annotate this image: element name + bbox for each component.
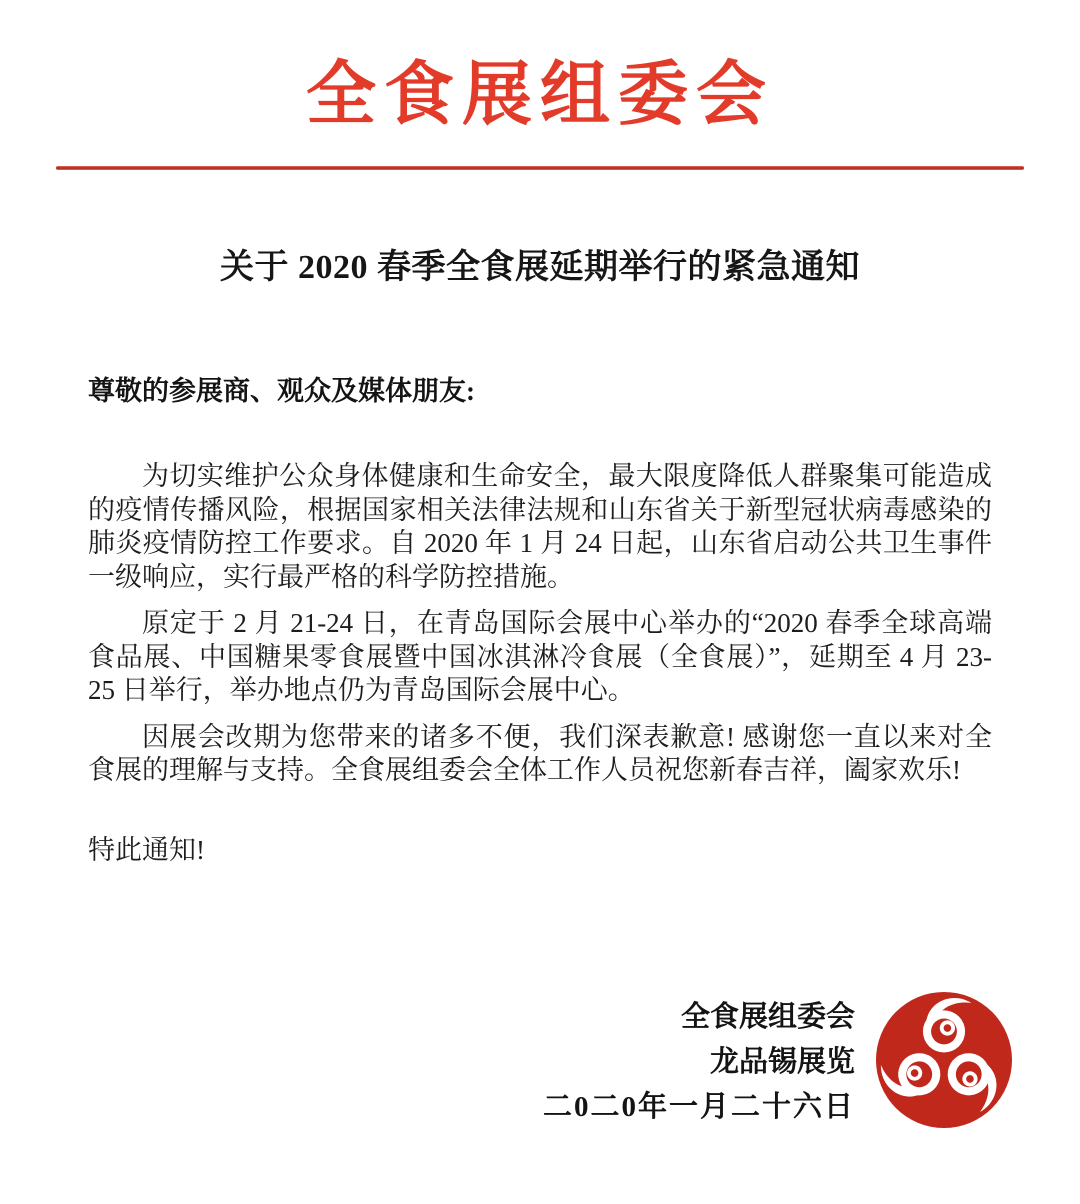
body-paragraph-2: 原定于 2 月 21-24 日，在青岛国际会展中心举办的“2020 春季全球高端食品展、中国糖果零食展暨中国冰淇淋冷食展（全食展）”，延期至 4 月 23-25 日举行，举办地点仍为青岛国际会展中心。 [88, 608, 992, 705]
signature-committee: 全食展组委会 [680, 1000, 855, 1033]
signature-company: 龙品锡展览 [709, 1045, 855, 1078]
document-title: 关于 2020 春季全食展延期举行的紧急通知 [220, 249, 860, 286]
body-paragraph-3: 因展会改期为您带来的诸多不便，我们深表歉意! 感谢您一直以来对全食展的理解与支持。全食展组委会全体工作人员祝您新春吉祥，阖家欢乐! [88, 721, 992, 785]
letterhead-title: 全食展组委会 [306, 57, 774, 134]
letterhead-divider [56, 166, 1024, 170]
document-body [88, 374, 992, 867]
signature-date: 二0二0年一月二十六日 [542, 1090, 855, 1123]
salutation: 尊敬的参展商、观众及媒体朋友: [88, 376, 475, 406]
organization-logo-icon [876, 992, 1012, 1128]
body-paragraph-1: 为切实维护公众身体健康和生命安全，最大限度降低人群聚集可能造成的疫情传播风险，根据国家相关法律法规和山东省关于新型冠状病毒感染的肺炎疫情防控工作要求。自 2020 年 1 月 24 日起，山东省启动公共卫生事件一级响应，实行最严格的科学防控措施。 [88, 461, 992, 592]
closing-note: 特此通知! [88, 834, 205, 865]
